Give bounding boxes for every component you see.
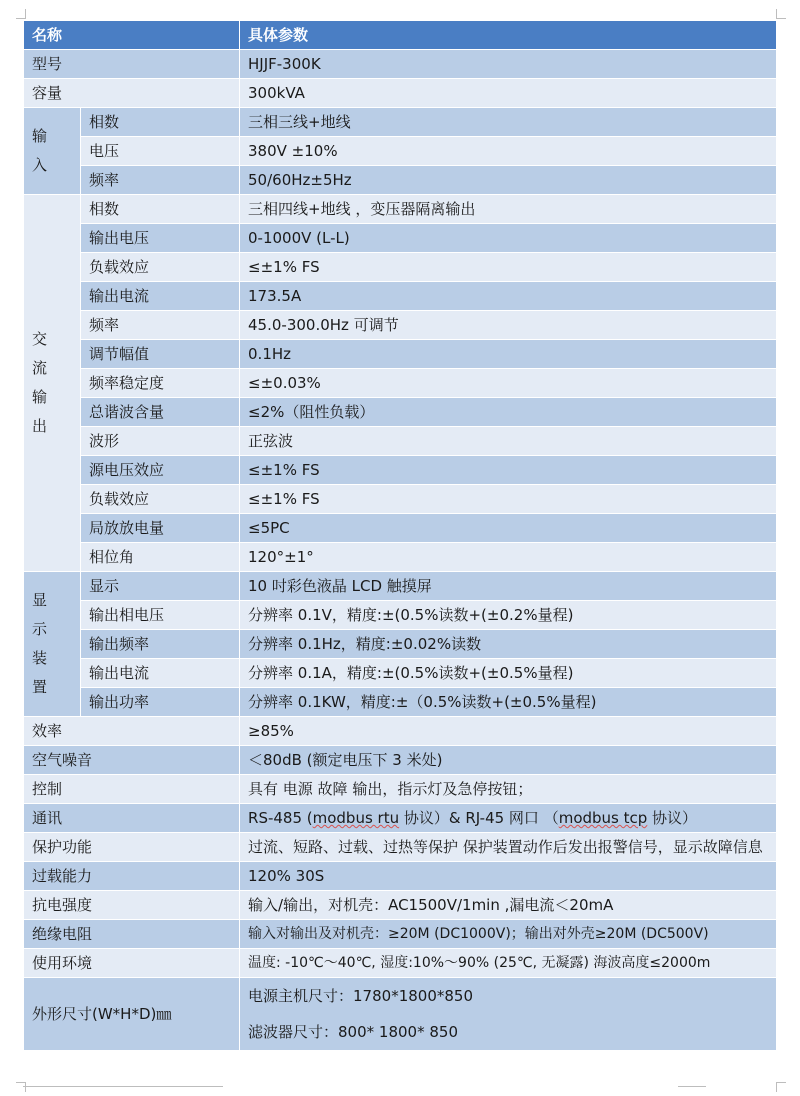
row-label: 绝缘电阻 <box>24 920 240 949</box>
table-row <box>24 166 777 195</box>
group-char: 置 <box>32 678 48 696</box>
crop-mark-top-right <box>776 9 786 19</box>
table-row <box>24 862 777 891</box>
row-label: 保护功能 <box>24 833 240 862</box>
row-label: 局放放电量 <box>81 514 240 543</box>
dimension-filter: 滤波器尺寸：800* 1800* 850 <box>248 1023 458 1041</box>
row-label: 输出电流 <box>81 659 240 688</box>
spec-table <box>23 20 777 1051</box>
row-label: 调节幅值 <box>81 340 240 369</box>
crop-mark-bottom-left <box>16 1082 26 1092</box>
group-char: 输 <box>32 127 48 145</box>
row-label: 输出频率 <box>81 630 240 659</box>
row-label: 空气噪音 <box>24 746 240 775</box>
table-row <box>24 398 777 427</box>
table-row <box>24 79 777 108</box>
row-value: 正弦波 <box>240 427 777 456</box>
row-label: 电压 <box>81 137 240 166</box>
row-value: ≤±1% FS <box>240 253 777 282</box>
row-value: ≤2%（阻性负载） <box>240 398 777 427</box>
group-char: 显 <box>32 591 48 609</box>
group-char: 装 <box>32 649 48 667</box>
table-row <box>24 543 777 572</box>
row-value: 具有 电源 故障 输出，指示灯及急停按钮； <box>240 775 777 804</box>
row-label: 输出功率 <box>81 688 240 717</box>
row-label: 外形尺寸(W*H*D)㎜ <box>24 978 240 1051</box>
row-value: 输入对输出及对机壳：≥20M (DC1000V)；输出对外壳≥20M (DC500V) <box>240 920 777 949</box>
row-value: 120°±1° <box>240 543 777 572</box>
table-row <box>24 978 777 1051</box>
table-row <box>24 427 777 456</box>
table-row <box>24 50 777 79</box>
row-value: ≤±1% FS <box>240 485 777 514</box>
group-char: 出 <box>32 417 48 435</box>
group-char: 示 <box>32 620 48 638</box>
table-row <box>24 456 777 485</box>
table-row <box>24 195 777 224</box>
row-value: 输入/输出，对机壳：AC1500V/1min ,漏电流＜20mA <box>240 891 777 920</box>
row-label: 波形 <box>81 427 240 456</box>
comm-text: 协议）& RJ-45 网口 （ <box>399 809 559 827</box>
row-label: 过载能力 <box>24 862 240 891</box>
comm-protocol-tcp: modbus tcp <box>558 809 648 827</box>
row-value: HJJF-300K <box>240 50 777 79</box>
crop-mark-top-left <box>16 9 26 19</box>
group-char: 交 <box>32 330 48 348</box>
table-row <box>24 630 777 659</box>
row-value: ≥85% <box>240 717 777 746</box>
table-row <box>24 108 777 137</box>
table-row <box>24 746 777 775</box>
group-label-display <box>24 572 81 717</box>
table-row <box>24 282 777 311</box>
row-label: 频率 <box>81 311 240 340</box>
row-label: 总谐波含量 <box>81 398 240 427</box>
table-row <box>24 224 777 253</box>
row-value: ＜80dB (额定电压下 3 米处) <box>240 746 777 775</box>
footer-rule-right <box>678 1086 706 1087</box>
table-row <box>24 717 777 746</box>
crop-mark-bottom-right <box>776 1082 786 1092</box>
row-value: 三相三线+地线 <box>240 108 777 137</box>
row-value: 分辨率 0.1KW，精度:±（0.5%读数+(±0.5%量程) <box>240 688 777 717</box>
row-label: 效率 <box>24 717 240 746</box>
row-value: 300kVA <box>240 79 777 108</box>
table-row <box>24 833 777 862</box>
comm-protocol-rtu: modbus rtu <box>312 809 400 827</box>
table-row <box>24 253 777 282</box>
row-value: 过流、短路、过载、过热等保护 保护装置动作后发出报警信号，显示故障信息 <box>240 833 777 862</box>
row-value: ≤±0.03% <box>240 369 777 398</box>
row-label: 容量 <box>24 79 240 108</box>
dimension-main-unit: 电源主机尺寸：1780*1800*850 <box>248 987 473 1005</box>
table-row <box>24 514 777 543</box>
row-label: 频率 <box>81 166 240 195</box>
row-value: 0.1Hz <box>240 340 777 369</box>
row-label: 相位角 <box>81 543 240 572</box>
table-row <box>24 369 777 398</box>
table-row <box>24 572 777 601</box>
row-label: 输出相电压 <box>81 601 240 630</box>
group-label-input <box>24 108 81 195</box>
row-label: 显示 <box>81 572 240 601</box>
table-row <box>24 601 777 630</box>
row-value: 三相四线+地线 ，变压器隔离输出 <box>240 195 777 224</box>
row-label: 输出电压 <box>81 224 240 253</box>
table-row <box>24 311 777 340</box>
footer-rule-left <box>23 1086 223 1087</box>
group-char: 输 <box>32 388 48 406</box>
group-char: 流 <box>32 359 48 377</box>
row-label: 频率稳定度 <box>81 369 240 398</box>
row-label: 控制 <box>24 775 240 804</box>
row-value: 173.5A <box>240 282 777 311</box>
row-value: 分辨率 0.1V，精度:±(0.5%读数+(±0.2%量程) <box>240 601 777 630</box>
header-params: 具体参数 <box>240 21 777 50</box>
row-value-dimensions <box>240 978 777 1051</box>
table-row <box>24 920 777 949</box>
row-label: 使用环境 <box>24 949 240 978</box>
row-label: 型号 <box>24 50 240 79</box>
row-value: ≤5PC <box>240 514 777 543</box>
row-label: 负载效应 <box>81 253 240 282</box>
row-label: 抗电强度 <box>24 891 240 920</box>
row-label: 相数 <box>81 108 240 137</box>
row-value: 温度: -10℃～40℃, 湿度:10%～90% (25℃, 无凝露) 海波高度≤2000m <box>240 949 777 978</box>
row-value: 10 吋彩色液晶 LCD 触摸屏 <box>240 572 777 601</box>
table-row <box>24 688 777 717</box>
table-row <box>24 659 777 688</box>
table-row <box>24 485 777 514</box>
row-value: 50/60Hz±5Hz <box>240 166 777 195</box>
row-label: 负载效应 <box>81 485 240 514</box>
group-char: 入 <box>32 156 48 174</box>
row-label: 通讯 <box>24 804 240 833</box>
table-row <box>24 949 777 978</box>
row-value: 分辨率 0.1Hz，精度:±0.02%读数 <box>240 630 777 659</box>
table-header-row <box>24 21 777 50</box>
row-label: 输出电流 <box>81 282 240 311</box>
row-label: 相数 <box>81 195 240 224</box>
table-row <box>24 137 777 166</box>
row-value: 0-1000V (L-L) <box>240 224 777 253</box>
comm-text: RS-485 ( <box>248 809 313 827</box>
row-value: 分辨率 0.1A，精度:±(0.5%读数+(±0.5%量程) <box>240 659 777 688</box>
row-label: 源电压效应 <box>81 456 240 485</box>
row-value: 120% 30S <box>240 862 777 891</box>
header-name: 名称 <box>24 21 240 50</box>
row-value: ≤±1% FS <box>240 456 777 485</box>
table-row <box>24 891 777 920</box>
row-value: 45.0-300.0Hz 可调节 <box>240 311 777 340</box>
comm-text: 协议） <box>647 809 698 827</box>
table-row <box>24 775 777 804</box>
row-value: 380V ±10% <box>240 137 777 166</box>
row-value-comm <box>240 804 777 833</box>
table-row <box>24 340 777 369</box>
group-label-ac-output <box>24 195 81 572</box>
table-row <box>24 804 777 833</box>
